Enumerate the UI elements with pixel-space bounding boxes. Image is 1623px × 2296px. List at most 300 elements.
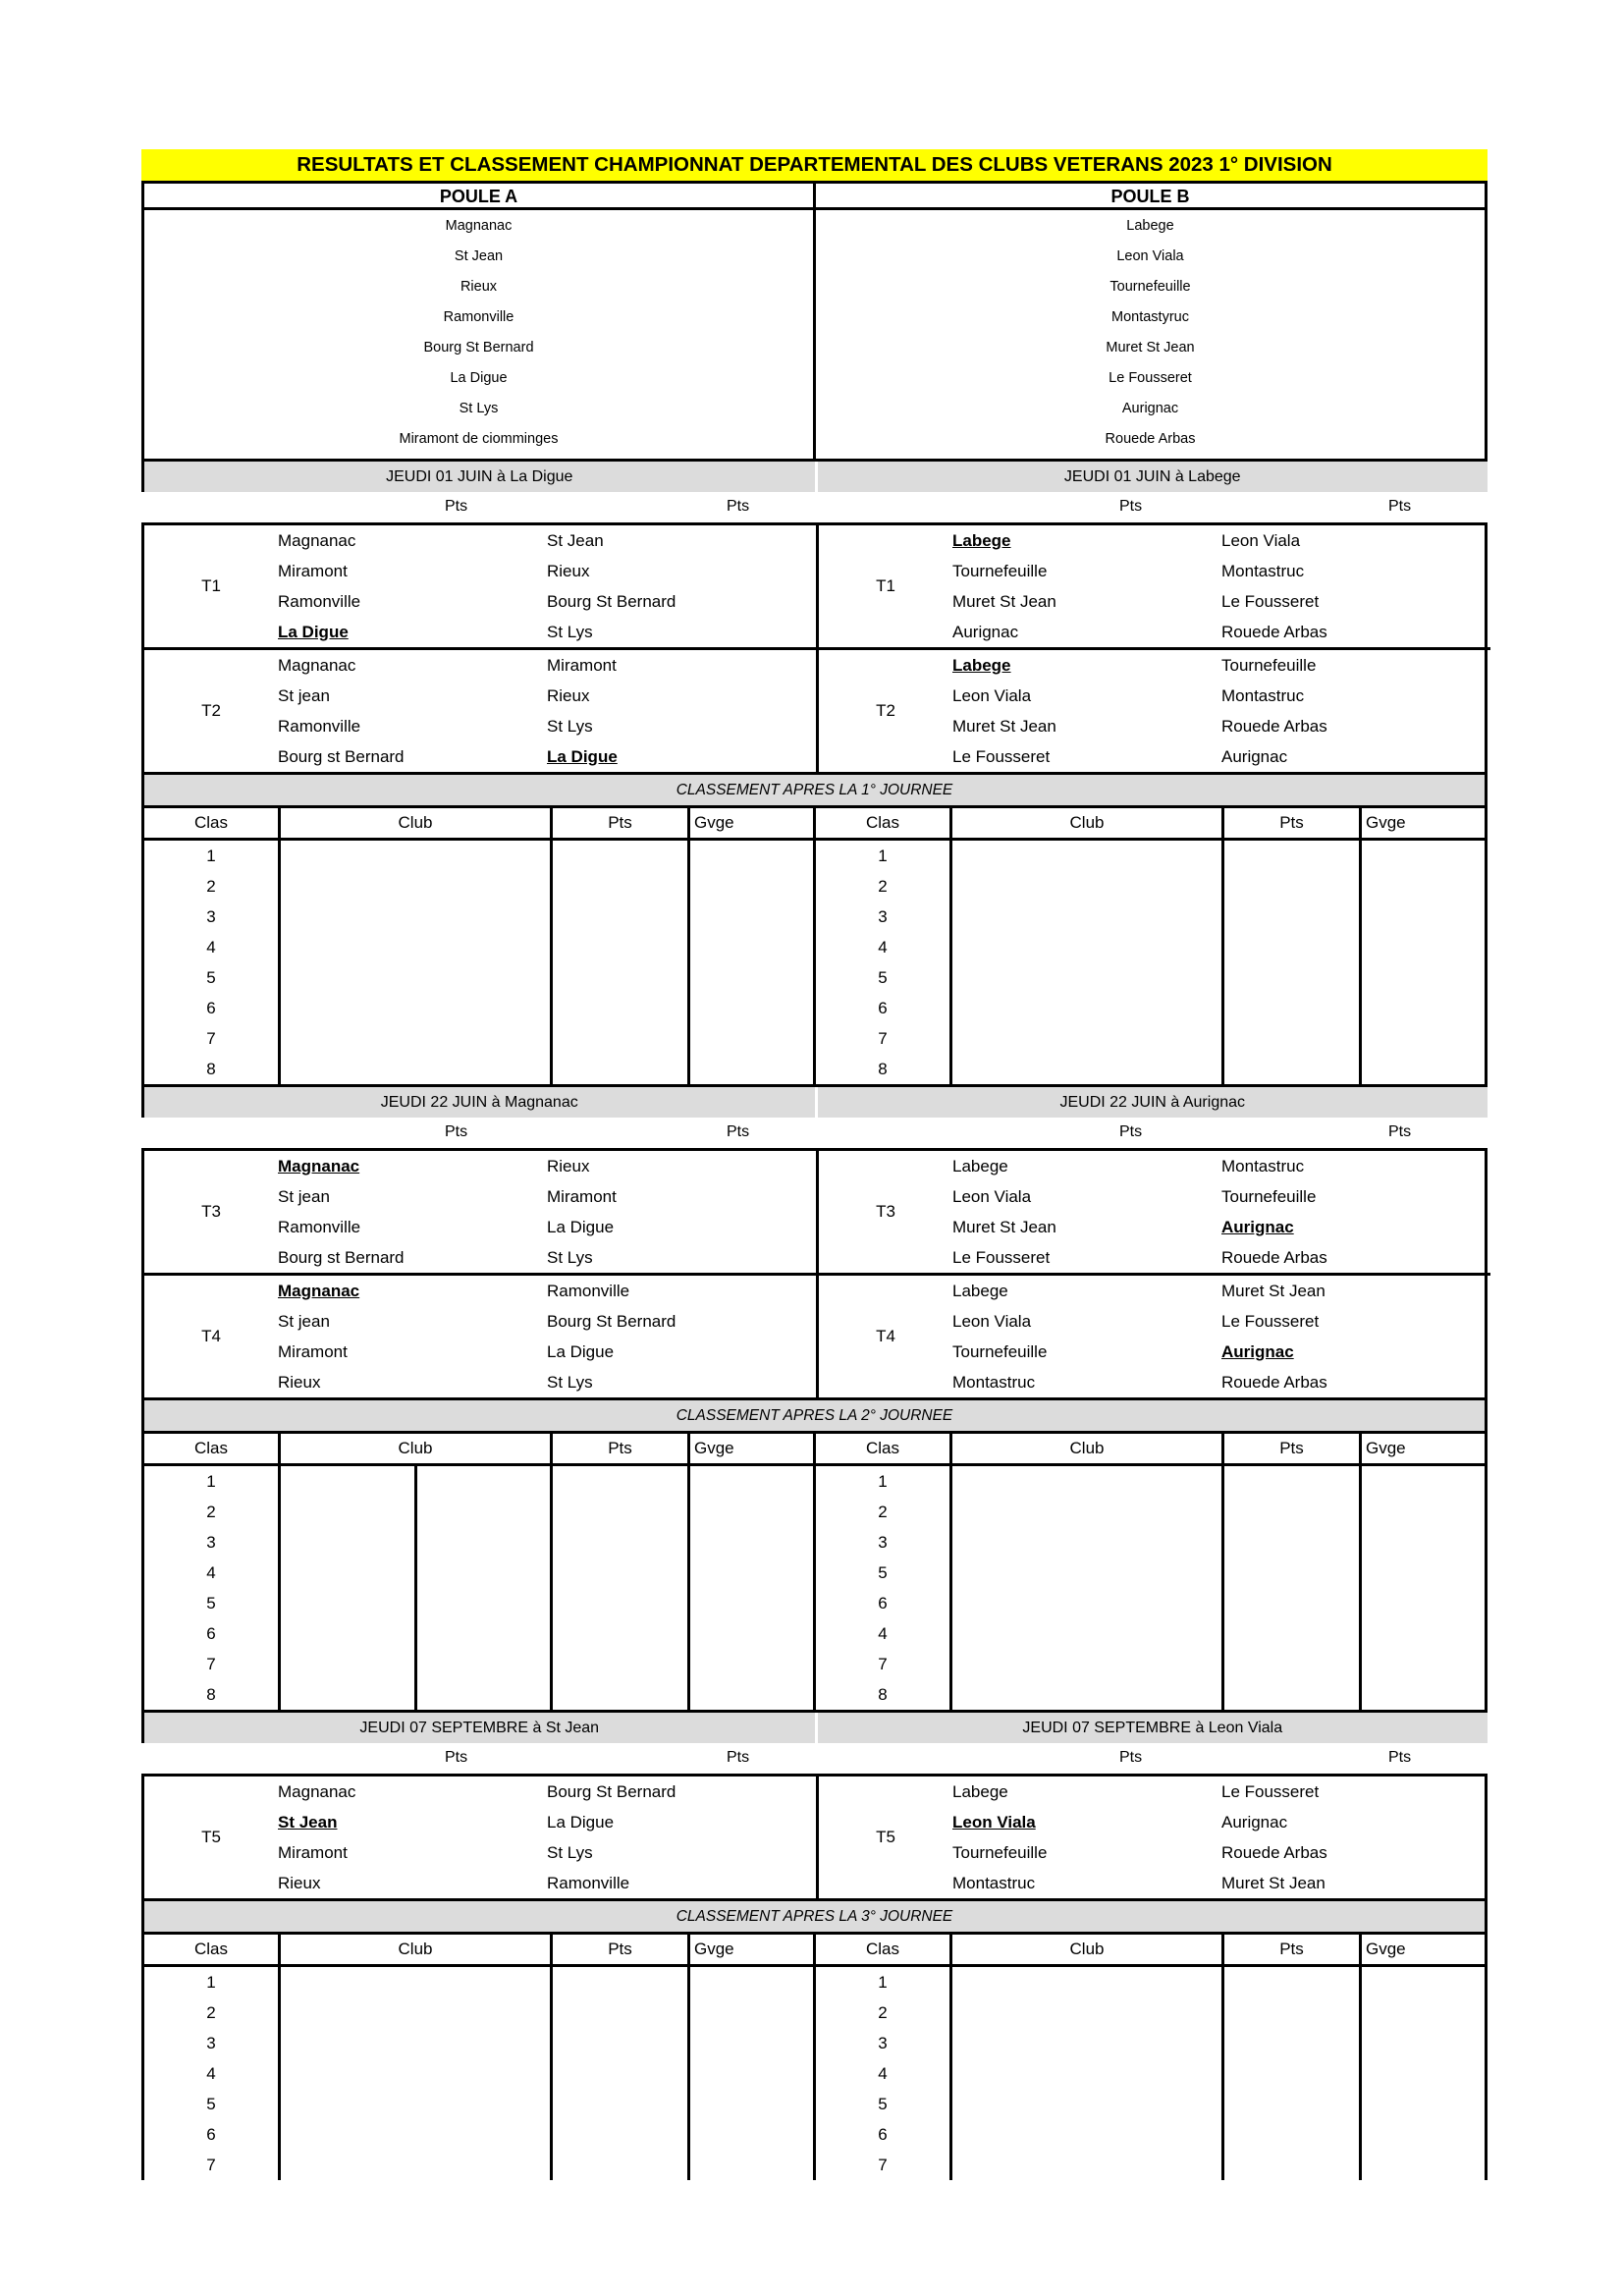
round-t4	[144, 1273, 816, 1397]
header-gvge	[687, 808, 813, 838]
pts-label-row	[141, 492, 1488, 522]
header-gvge-label: Gvge	[1366, 1439, 1406, 1457]
pool-a-team: St Lys	[459, 401, 499, 416]
standings-header-a	[144, 1935, 813, 1964]
rank: 1	[206, 847, 216, 865]
pool-a-team: Bourg St Bernard	[423, 340, 534, 355]
home-team: Miramont	[278, 1843, 348, 1862]
away-column	[1221, 525, 1490, 647]
home-team: Muret St Jean	[952, 592, 1056, 611]
pool-b-header: POULE B	[813, 184, 1485, 207]
pts-label-row	[141, 1118, 1488, 1148]
pts-label: Pts	[445, 498, 468, 515]
away-column	[547, 1777, 816, 1898]
standings-header-b	[813, 808, 1485, 838]
home-column	[278, 650, 547, 772]
away-team: St Jean	[547, 531, 604, 550]
rank-column	[816, 841, 949, 1084]
home-team: Le Fousseret	[952, 747, 1051, 766]
away-column	[1221, 650, 1490, 772]
rank: 5	[878, 968, 888, 987]
header-club-label: Club	[398, 1439, 433, 1457]
date-pool-b: JEUDI 01 JUIN à Labege	[815, 462, 1488, 492]
home-team: Magnanac	[278, 1782, 356, 1801]
rank: 8	[206, 1060, 216, 1078]
rank-column	[144, 1466, 278, 1710]
club-column	[949, 841, 1221, 1084]
standings-body-a	[144, 841, 813, 1084]
header-clas	[816, 808, 949, 838]
match-half-a	[144, 1777, 816, 1898]
header-gvge-label: Gvge	[1366, 1940, 1406, 1958]
pool-a-header: POULE A	[439, 187, 518, 206]
rank: 6	[206, 999, 216, 1017]
header-gvge	[1359, 808, 1485, 838]
header-club-label: Club	[398, 1940, 433, 1958]
away-team: La Digue	[547, 1342, 615, 1361]
away-team: Bourg St Bernard	[547, 592, 676, 611]
header-pts	[550, 808, 687, 838]
pool-b-team: Tournefeuille	[1109, 279, 1191, 295]
home-column	[278, 1777, 547, 1898]
home-column	[952, 525, 1221, 647]
away-team: Rouede Arbas	[1221, 1843, 1327, 1862]
home-team: Ramonville	[278, 592, 361, 611]
pool-a-team: Rieux	[460, 279, 498, 295]
home-team: Magnanac	[278, 656, 356, 675]
header-club	[278, 808, 550, 838]
rank: 5	[878, 1563, 888, 1582]
match-half-b	[816, 1777, 1490, 1898]
rank: 5	[206, 968, 216, 987]
rank: 3	[878, 2034, 888, 2052]
header-gvge-label: Gvge	[1366, 813, 1406, 832]
round-label: T5	[876, 1828, 895, 1846]
standings-header	[141, 1431, 1488, 1466]
away-team: St Lys	[547, 1373, 593, 1392]
standings-body-a	[144, 1967, 813, 2180]
standings-body	[141, 1466, 1488, 1713]
home-team: Magnanac	[278, 1157, 360, 1175]
round-label: T3	[876, 1202, 895, 1221]
standings-header	[141, 1932, 1488, 1967]
date-pool-b: JEUDI 07 SEPTEMBRE à Leon Viala	[815, 1713, 1488, 1743]
rank: 1	[206, 1472, 216, 1491]
rank: 4	[878, 1624, 888, 1643]
away-team: Tournefeuille	[1221, 1187, 1317, 1206]
header-gvge-label: Gvge	[694, 1940, 734, 1958]
home-column	[278, 1151, 547, 1273]
away-team: Aurignac	[1221, 1342, 1294, 1361]
home-team: Aurignac	[952, 623, 1019, 641]
header-clas	[816, 1935, 949, 1964]
header-gvge	[1359, 1434, 1485, 1463]
away-team: Rieux	[547, 686, 590, 705]
pts-column	[1221, 1967, 1359, 2180]
rank: 6	[878, 2125, 888, 2144]
header-club-label: Club	[398, 813, 433, 832]
standings-body	[141, 841, 1488, 1087]
away-team: St Lys	[547, 717, 593, 736]
home-team: Montastruc	[952, 1874, 1036, 1892]
rank: 3	[206, 907, 216, 926]
rank: 6	[206, 2125, 216, 2144]
header-club-label: Club	[1069, 813, 1105, 832]
header-pts-label: Pts	[608, 1940, 632, 1958]
away-team: Aurignac	[1221, 1218, 1294, 1236]
rank: 7	[878, 1655, 888, 1673]
pts-label-row	[141, 1743, 1488, 1774]
header-club-label: Club	[1069, 1439, 1105, 1457]
header-gvge-label: Gvge	[694, 1439, 734, 1457]
away-team: Miramont	[547, 656, 617, 675]
home-team: Miramont	[278, 1342, 348, 1361]
club-column	[949, 1466, 1221, 1710]
pool-a-team: La Digue	[450, 370, 508, 386]
pts-label: Pts	[1388, 498, 1412, 515]
date-pool-a: JEUDI 22 JUIN à Magnanac	[141, 1087, 815, 1118]
round-label: T2	[876, 701, 895, 720]
pts-column	[550, 1967, 687, 2180]
away-team: St Lys	[547, 1843, 593, 1862]
round-t1	[819, 525, 1490, 647]
gvge-column	[1359, 1967, 1485, 2180]
pool-b-team: Montastyruc	[1111, 309, 1189, 325]
header-pts	[1221, 1935, 1359, 1964]
standings-title: CLASSEMENT APRES LA 2° JOURNEE	[141, 1400, 1488, 1431]
rank: 1	[878, 847, 888, 865]
rank: 7	[878, 1029, 888, 1048]
rank: 4	[206, 938, 216, 957]
header-club	[949, 808, 1221, 838]
pool-b-team: Rouede Arbas	[1105, 431, 1196, 447]
pts-label: Pts	[727, 1123, 750, 1140]
pool-b-teams	[813, 210, 1485, 459]
date-pool-a: JEUDI 07 SEPTEMBRE à St Jean	[141, 1713, 815, 1743]
pool-b-team: Leon Viala	[1116, 248, 1184, 264]
pool-b-team: Aurignac	[1121, 401, 1179, 416]
pts-label: Pts	[727, 1749, 750, 1766]
home-column	[952, 1777, 1221, 1898]
away-team: Rouede Arbas	[1221, 1373, 1327, 1392]
journee-date-row	[141, 462, 1488, 492]
journees	[141, 462, 1488, 2180]
away-team: Montastruc	[1221, 562, 1305, 580]
pts-column	[550, 841, 687, 1084]
header-clas	[144, 1935, 278, 1964]
home-team: Magnanac	[278, 531, 356, 550]
pts-label: Pts	[445, 1123, 468, 1140]
header-gvge	[1359, 1935, 1485, 1964]
home-team: Muret St Jean	[952, 1218, 1056, 1236]
header-clas-label: Clas	[865, 1439, 899, 1457]
pts-column	[550, 1466, 687, 1710]
header-pts-label: Pts	[608, 1439, 632, 1457]
rank: 6	[878, 999, 888, 1017]
home-team: Labege	[952, 531, 1011, 550]
club-column	[278, 1466, 550, 1710]
match-half-b	[816, 1151, 1490, 1397]
away-team: Ramonville	[547, 1282, 630, 1300]
away-team: Bourg St Bernard	[547, 1782, 676, 1801]
header-clas	[144, 808, 278, 838]
away-column	[547, 525, 816, 647]
away-team: Montastruc	[1221, 1157, 1305, 1175]
club-column	[949, 1967, 1221, 2180]
gvge-column	[1359, 1466, 1485, 1710]
rank: 4	[878, 938, 888, 957]
pts-column	[1221, 1466, 1359, 1710]
gvge-column	[687, 841, 813, 1084]
header-club	[949, 1935, 1221, 1964]
journee-date-row	[141, 1713, 1488, 1743]
club-split	[281, 1466, 550, 1710]
rank: 5	[206, 2095, 216, 2113]
home-column	[278, 525, 547, 647]
header-gvge-label: Gvge	[694, 813, 734, 832]
round-t3	[819, 1151, 1490, 1273]
match-block	[141, 1774, 1488, 1901]
pts-column	[1221, 841, 1359, 1084]
pts-label: Pts	[727, 498, 750, 515]
away-team: Tournefeuille	[1221, 656, 1317, 675]
home-team: Labege	[952, 1282, 1008, 1300]
pool-a-team: Magnanac	[445, 218, 513, 234]
header-clas-label: Clas	[865, 1940, 899, 1958]
header-pts	[550, 1935, 687, 1964]
rank-column	[816, 1967, 949, 2180]
home-team: Le Fousseret	[952, 1248, 1051, 1267]
match-half-a	[144, 1151, 816, 1397]
round-t4	[819, 1273, 1490, 1397]
page-title: RESULTATS ET CLASSEMENT CHAMPIONNAT DEPARTEMENTAL DES CLUBS VETERANS 2023 1° DIVISION	[141, 149, 1488, 181]
rank: 3	[878, 907, 888, 926]
round-t5	[144, 1777, 816, 1898]
rank-column	[144, 841, 278, 1084]
header-pts-label: Pts	[1279, 1940, 1304, 1958]
rank: 6	[878, 1594, 888, 1613]
rank-column	[816, 1466, 949, 1710]
home-team: La Digue	[278, 623, 349, 641]
rank: 2	[878, 1503, 888, 1521]
away-column	[1221, 1151, 1490, 1273]
away-team: Bourg St Bernard	[547, 1312, 676, 1331]
pts-label: Pts	[1388, 1123, 1412, 1140]
rank: 8	[878, 1060, 888, 1078]
away-team: Le Fousseret	[1221, 1312, 1320, 1331]
standings-title: CLASSEMENT APRES LA 1° JOURNEE	[141, 775, 1488, 805]
away-team: Leon Viala	[1221, 531, 1301, 550]
match-block	[141, 522, 1488, 775]
pool-b-team: Muret St Jean	[1106, 340, 1195, 355]
pts-label: Pts	[1119, 498, 1143, 515]
home-team: St jean	[278, 1187, 330, 1206]
standings-body-b	[813, 1466, 1485, 1710]
header-club	[278, 1434, 550, 1463]
away-team: Le Fousseret	[1221, 592, 1320, 611]
standings-header-a	[144, 808, 813, 838]
home-team: Leon Viala	[952, 1813, 1036, 1831]
home-team: Bourg st Bernard	[278, 1248, 405, 1267]
round-label: T1	[201, 576, 221, 595]
rank: 2	[878, 877, 888, 896]
rank: 5	[206, 1594, 216, 1613]
round-t3	[144, 1151, 816, 1273]
header-club	[949, 1434, 1221, 1463]
away-team: Le Fousseret	[1221, 1782, 1320, 1801]
standings-body	[141, 1967, 1488, 2180]
gvge-column	[1359, 841, 1485, 1084]
standings-body-b	[813, 841, 1485, 1084]
away-column	[547, 1276, 816, 1397]
results-sheet	[141, 149, 1488, 2180]
round-t2	[144, 647, 816, 772]
rank-column	[144, 1967, 278, 2180]
standings-body-a	[144, 1466, 813, 1710]
club-cell-left	[281, 1466, 414, 1710]
pool-a-teams	[144, 210, 813, 459]
away-column	[547, 1151, 816, 1273]
header-clas	[816, 1434, 949, 1463]
rank: 8	[878, 1685, 888, 1704]
home-team: Labege	[952, 1782, 1008, 1801]
home-team: Rieux	[278, 1874, 321, 1892]
rank: 5	[878, 2095, 888, 2113]
home-team: Tournefeuille	[952, 1342, 1048, 1361]
rank: 6	[206, 1624, 216, 1643]
rank: 7	[878, 2156, 888, 2174]
away-team: Aurignac	[1221, 1813, 1288, 1831]
away-team: Muret St Jean	[1221, 1282, 1325, 1300]
rank: 7	[206, 1029, 216, 1048]
round-t5	[819, 1777, 1490, 1898]
pts-label: Pts	[1388, 1749, 1412, 1766]
standings-header-a	[144, 1434, 813, 1463]
home-team: Muret St Jean	[952, 717, 1056, 736]
rank: 2	[206, 2003, 216, 2022]
home-team: Leon Viala	[952, 1312, 1032, 1331]
round-label: T4	[201, 1327, 221, 1345]
pool-team-lists	[141, 210, 1488, 462]
header-club-label: Club	[1069, 1940, 1105, 1958]
away-team: Rouede Arbas	[1221, 717, 1327, 736]
home-team: Miramont	[278, 562, 348, 580]
rank: 2	[206, 1503, 216, 1521]
pts-label: Pts	[1119, 1749, 1143, 1766]
standings-header	[141, 805, 1488, 841]
header-clas-label: Clas	[193, 1439, 228, 1457]
home-column	[952, 650, 1221, 772]
rank: 4	[206, 1563, 216, 1582]
away-team: St Lys	[547, 1248, 593, 1267]
rank: 2	[878, 2003, 888, 2022]
date-pool-b: JEUDI 22 JUIN à Aurignac	[815, 1087, 1488, 1118]
club-cell-right	[414, 1466, 551, 1710]
away-column	[1221, 1777, 1490, 1898]
rank: 7	[206, 1655, 216, 1673]
header-clas-label: Clas	[865, 813, 899, 832]
rank: 3	[206, 1533, 216, 1552]
club-column	[278, 841, 550, 1084]
home-team: Montastruc	[952, 1373, 1036, 1392]
home-team: Ramonville	[278, 1218, 361, 1236]
away-team: Muret St Jean	[1221, 1874, 1325, 1892]
home-team: St Jean	[278, 1813, 338, 1831]
header-gvge	[687, 1434, 813, 1463]
match-half-a	[144, 525, 816, 772]
home-team: Tournefeuille	[952, 1843, 1048, 1862]
club-column	[278, 1967, 550, 2180]
rank: 7	[206, 2156, 216, 2174]
home-team: St jean	[278, 686, 330, 705]
round-label: T4	[876, 1327, 895, 1345]
match-block	[141, 1148, 1488, 1400]
rank: 1	[878, 1472, 888, 1491]
standings-header-b	[813, 1434, 1485, 1463]
round-label: T3	[201, 1202, 221, 1221]
home-team: Labege	[952, 656, 1011, 675]
round-label: T5	[201, 1828, 221, 1846]
home-column	[278, 1276, 547, 1397]
home-team: Ramonville	[278, 717, 361, 736]
round-label: T2	[201, 701, 221, 720]
away-team: Aurignac	[1221, 747, 1288, 766]
header-pts-label: Pts	[608, 813, 632, 832]
date-pool-a: JEUDI 01 JUIN à La Digue	[141, 462, 815, 492]
away-team: Ramonville	[547, 1874, 630, 1892]
home-team: Bourg st Bernard	[278, 747, 405, 766]
header-clas-label: Clas	[193, 1940, 228, 1958]
round-t2	[819, 647, 1490, 772]
home-team: Leon Viala	[952, 1187, 1032, 1206]
standings-body-b	[813, 1967, 1485, 2180]
gvge-column	[687, 1967, 813, 2180]
pool-a-team: Miramont de ciomminges	[399, 431, 559, 447]
round-label: T1	[876, 576, 895, 595]
header-clas	[144, 1434, 278, 1463]
pts-label: Pts	[445, 1749, 468, 1766]
rank: 8	[206, 1685, 216, 1704]
standings-header-b	[813, 1935, 1485, 1964]
round-t1	[144, 525, 816, 647]
away-team: La Digue	[547, 747, 618, 766]
rank: 3	[878, 1533, 888, 1552]
away-team: Rouede Arbas	[1221, 623, 1327, 641]
rank: 2	[206, 877, 216, 896]
match-half-b	[816, 525, 1490, 772]
away-column	[547, 650, 816, 772]
header-pts	[1221, 808, 1359, 838]
pool-b-team: Labege	[1126, 218, 1174, 234]
pool-a-team: St Jean	[454, 248, 504, 264]
away-team: St Lys	[547, 623, 593, 641]
away-team: La Digue	[547, 1813, 615, 1831]
pool-headers	[141, 181, 1488, 210]
away-team: Rieux	[547, 1157, 590, 1175]
pool-a-team: Ramonville	[443, 309, 514, 325]
home-column	[952, 1151, 1221, 1273]
rank: 3	[206, 2034, 216, 2052]
away-team: La Digue	[547, 1218, 615, 1236]
header-pts	[550, 1434, 687, 1463]
home-team: Magnanac	[278, 1282, 360, 1300]
header-clas-label: Clas	[193, 813, 228, 832]
journee-date-row	[141, 1087, 1488, 1118]
rank: 4	[206, 2064, 216, 2083]
away-team: Montastruc	[1221, 686, 1305, 705]
header-club	[278, 1935, 550, 1964]
header-pts-label: Pts	[1279, 813, 1304, 832]
